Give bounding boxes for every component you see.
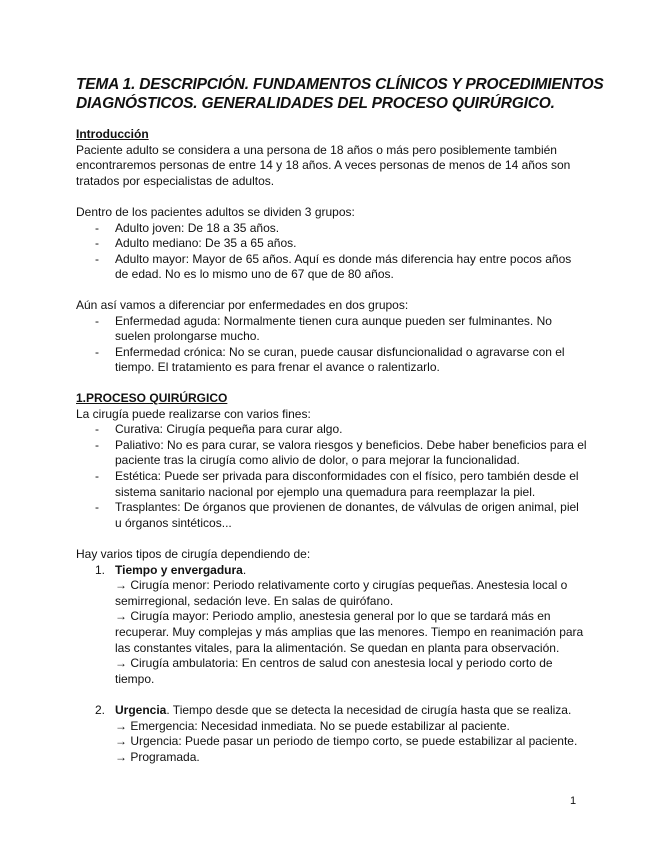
bullet-dash: - — [95, 251, 99, 266]
text-line: las constantes vitales, para la alimentación. Se quedan en planta para observación. — [115, 640, 560, 655]
text-line: tiempo. — [115, 671, 155, 686]
section-heading: Introducción — [76, 127, 149, 141]
text-line: encontraremos personas de entre 14 y 18 años. A veces personas de menos de 14 años son — [76, 158, 571, 173]
text-line: → Urgencia: Puede pasar un periodo de tiempo corto, se puede estabilizar al paciente. — [115, 734, 578, 749]
text-line: de edad. No es lo mismo uno de 67 que de 80 años. — [115, 267, 394, 282]
list-item — [76, 422, 596, 438]
bullet-dash: - — [95, 220, 99, 235]
tipos-section — [76, 547, 596, 687]
text-line: Paliativo: No es para curar, se valora riesgos y beneficios. Debe haber beneficios para el — [115, 437, 587, 452]
text-line: → Cirugía mayor: Periodo amplio, anestesia general por lo que se tardará más en — [115, 609, 551, 624]
list-item — [76, 500, 596, 531]
text-line: Adulto mayor: Mayor de 65 años. Aquí es donde más diferencia hay entre pocos años — [115, 251, 572, 266]
text-line: → Emergencia: Necesidad inmediata. No se puede estabilizar al paciente. — [115, 718, 510, 733]
text-line: recuperar. Muy complejas y más amplias que las menores. Tiempo en reanimación para — [115, 624, 584, 639]
text-line: → Programada. — [115, 749, 200, 764]
text: . — [242, 562, 247, 577]
text-line: Estética: Puede ser privada para disconformidades con el físico, pero también desde el — [115, 468, 579, 483]
item-number: 2. — [95, 703, 106, 717]
text-line: semirregional, sedación leve. En salas de quirófano. — [115, 593, 394, 608]
title-line: DIAGNÓSTICOS. GENERALIDADES DEL PROCESO QUIRÚRGICO. — [76, 95, 555, 112]
document-title — [76, 75, 604, 113]
text-line: Enfermedad aguda: Normalmente tienen cura aunque pueden ser fulminantes. No — [115, 313, 552, 328]
intro-section — [76, 127, 596, 189]
text-line: → Cirugía ambulatoria: En centros de salud con anestesia local y periodo corto de — [115, 656, 553, 671]
item-title: Tiempo y envergadura — [115, 562, 243, 577]
text-line: suelen prolongarse mucho. — [115, 329, 260, 344]
text-line: La cirugía puede realizarse con varios fines: — [76, 406, 311, 421]
text-line: Adulto mediano: De 35 a 65 años. — [115, 236, 297, 251]
list-item — [76, 236, 596, 252]
text-line: Dentro de los pacientes adultos se dividen 3 grupos: — [76, 205, 355, 219]
item-title: Urgencia — [115, 703, 167, 717]
bullet-dash: - — [95, 313, 99, 328]
bullet-dash: - — [95, 500, 99, 515]
page-number: 1 — [570, 795, 577, 807]
list-item — [76, 252, 596, 283]
title-line: TEMA 1. DESCRIPCIÓN. FUNDAMENTOS CLÍNICOS Y PROCEDIMIENTOS — [76, 76, 604, 93]
item-number: 1. — [95, 562, 106, 577]
text: . Tiempo desde que se detecta la necesidad de cirugía hasta que se realiza. — [166, 703, 572, 717]
list-item — [76, 345, 596, 376]
proceso-section — [76, 391, 596, 531]
bullet-dash: - — [95, 344, 99, 359]
text-line: paciente tras la cirugía como alivio de dolor, o para mejorar la funcionalidad. — [115, 453, 520, 468]
bullet-dash: - — [95, 422, 99, 437]
bullet-dash: - — [95, 437, 99, 452]
list-item — [76, 438, 596, 469]
text-line: tiempo. El tratamiento es para frenar el avance o ralentizarlo. — [115, 360, 440, 375]
bullet-dash: - — [95, 236, 99, 251]
text-line: → Cirugía menor: Periodo relativamente corto y cirugías pequeñas. Anestesia local o — [115, 578, 568, 593]
list-item — [76, 469, 596, 500]
text-line: Enfermedad crónica: No se curan, puede causar disfuncionalidad o agravarse con el — [115, 344, 565, 359]
numbered-item — [76, 703, 596, 765]
numbered-item — [76, 563, 596, 688]
groups-section — [76, 205, 596, 283]
text-line: sistema sanitario nacional por ejemplo una quemadura para reemplazar la piel. — [115, 484, 536, 499]
text-line: Hay varios tipos de cirugía dependiendo de: — [76, 547, 311, 561]
text-line: Curativa: Cirugía pequeña para curar algo. — [115, 422, 343, 437]
list-item — [76, 221, 596, 237]
bullet-dash: - — [95, 468, 99, 483]
text-line: Adulto joven: De 18 a 35 años. — [115, 220, 280, 235]
list-item — [76, 314, 596, 345]
text-line: u órganos sintéticos... — [115, 515, 232, 530]
text-line: Trasplantes: De órganos que provienen de donantes, de válvulas de origen animal, piel — [115, 500, 579, 515]
section-heading: 1.PROCESO QUIRÚRGICO — [76, 391, 228, 405]
diseases-section — [76, 298, 596, 376]
text-line: tratados por especialistas de adultos. — [76, 173, 275, 188]
urgencia-section — [76, 703, 596, 765]
text-line: Paciente adulto se considera a una persona de 18 años o más pero posiblemente también — [76, 142, 557, 157]
text-line: Aún así vamos a diferenciar por enfermedades en dos grupos: — [76, 298, 409, 312]
